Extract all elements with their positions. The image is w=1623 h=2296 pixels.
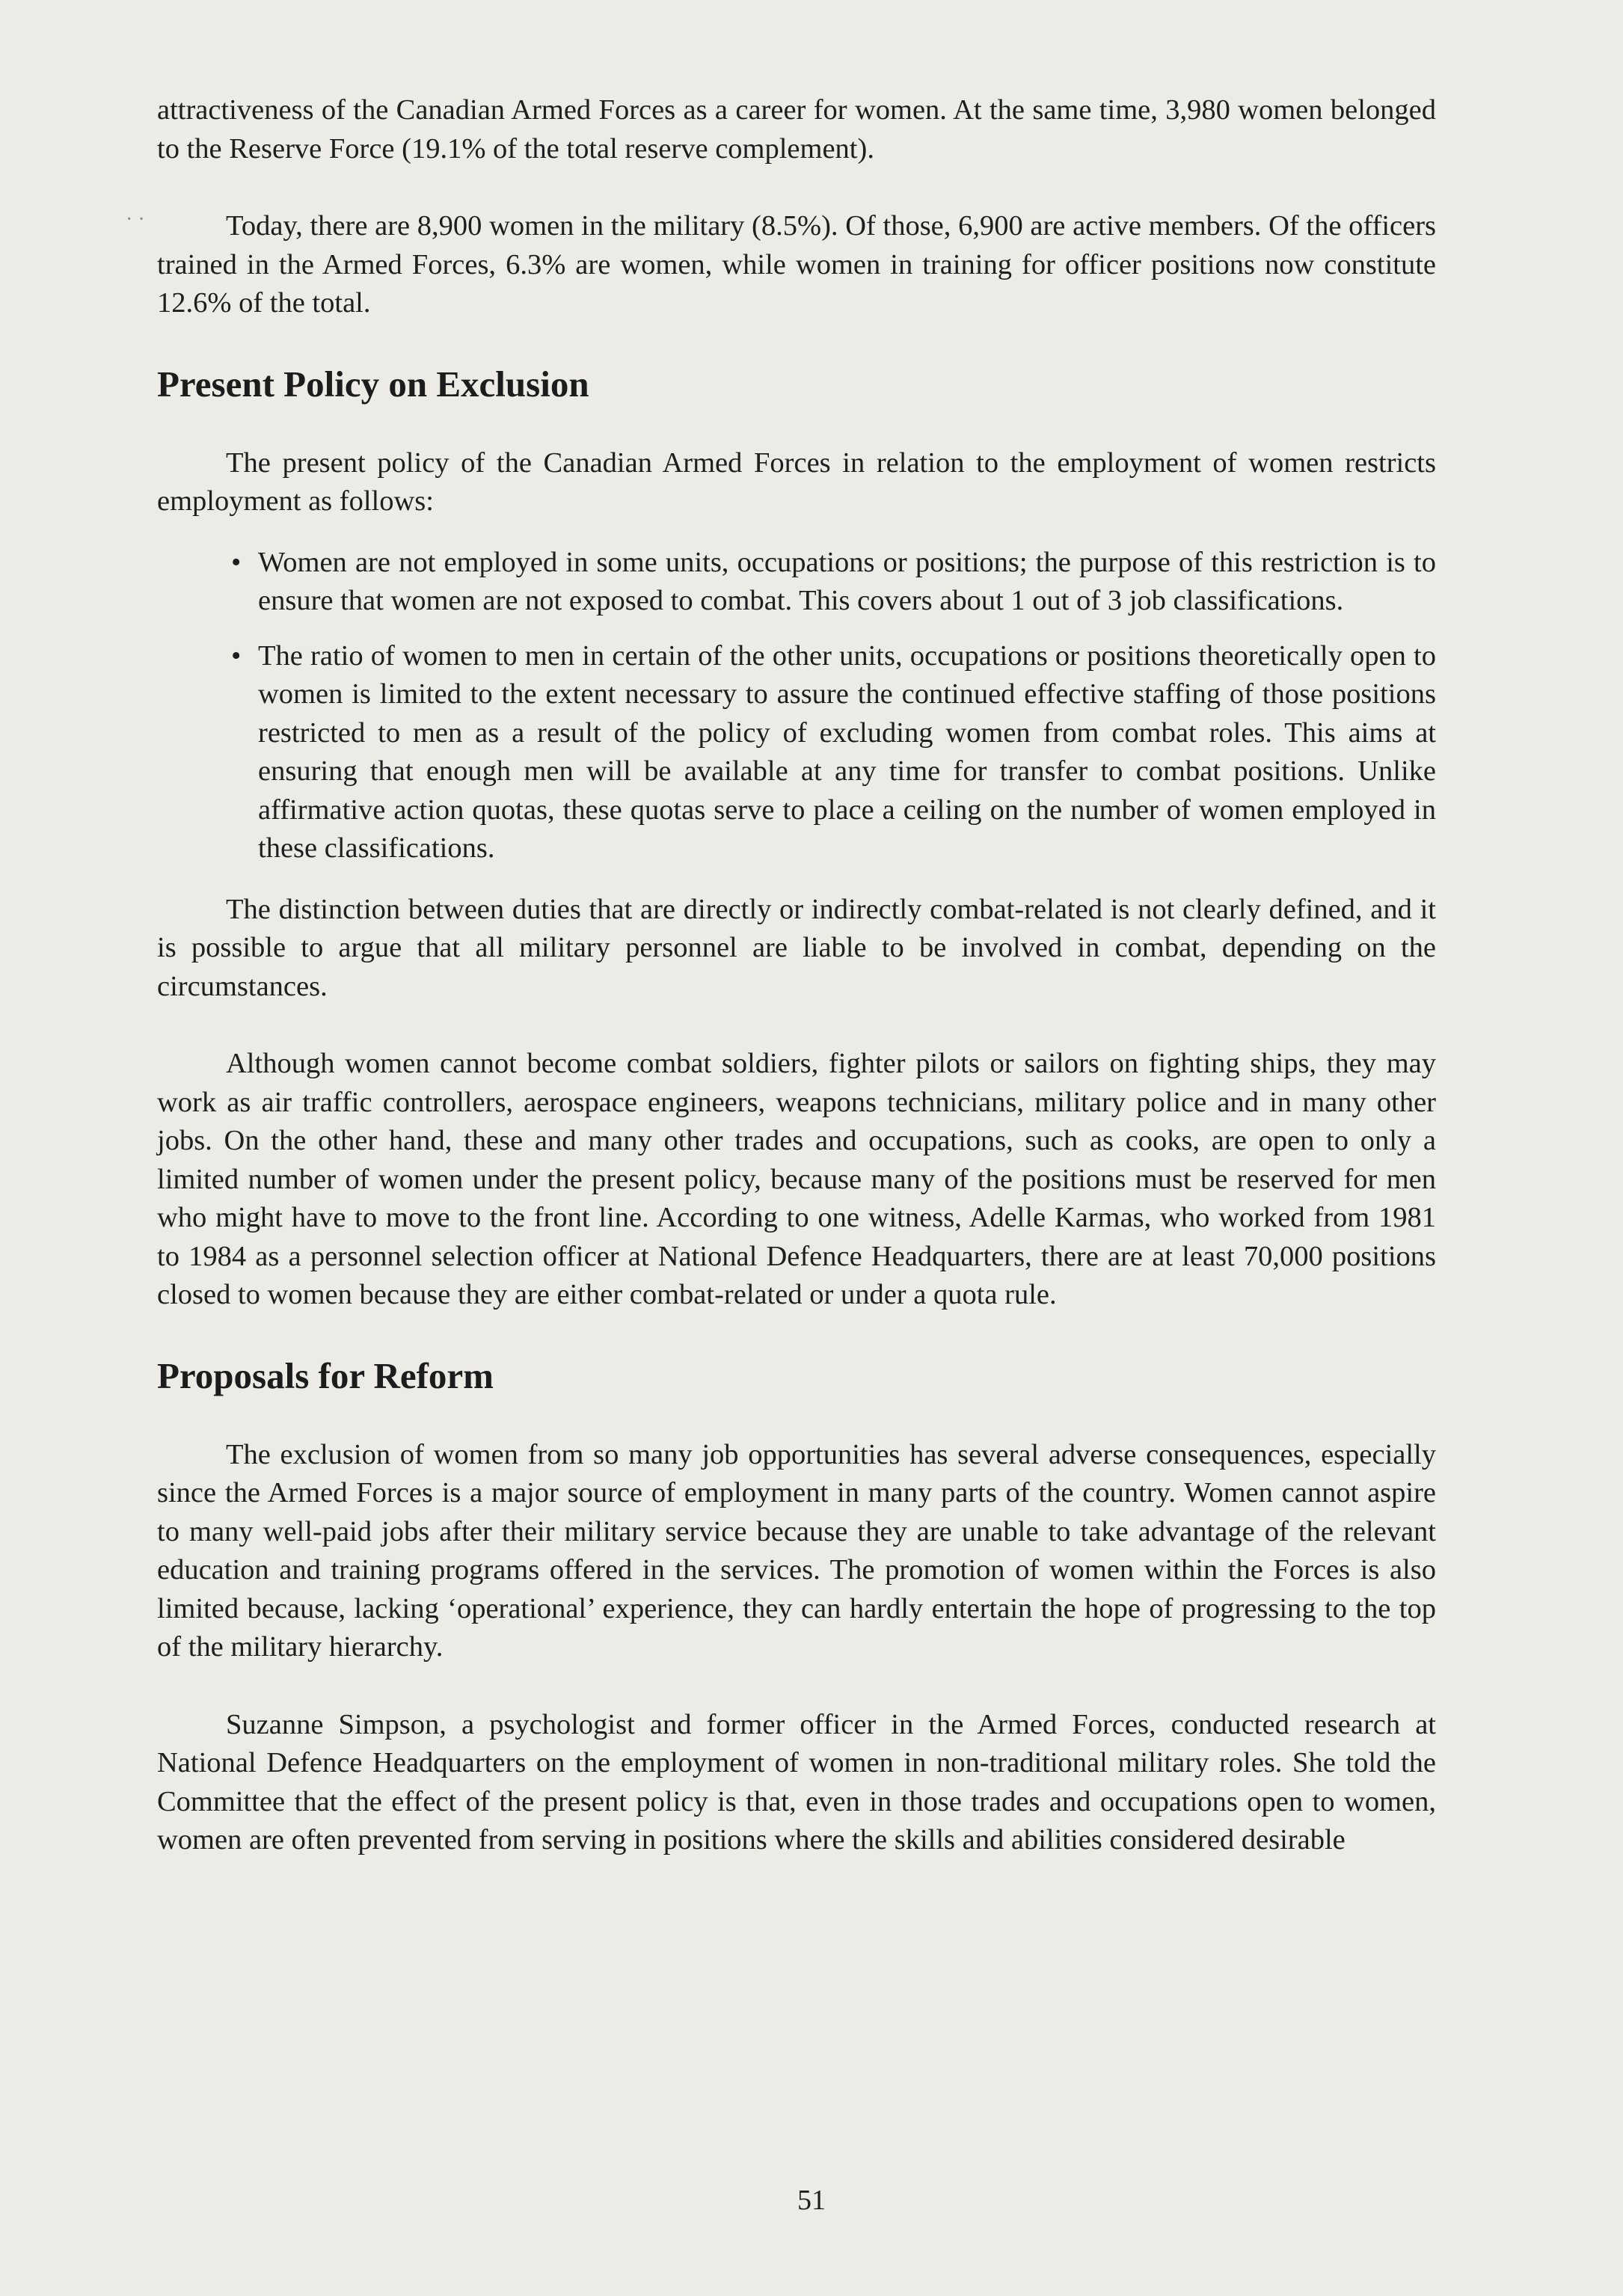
exclusion-paragraph-2: The distinction between duties that are directly or indirectly combat-related is not clearly defined, and it is possible to argue that all military personnel are liable to be involved in combat, depending on the circumstances. [157,893,1436,1002]
heading-proposals-reform: Proposals for Reform [157,1354,494,1396]
heading-present-policy: Present Policy on Exclusion [157,363,589,405]
bullet-icon: • [231,639,242,672]
bullet-item-2 [231,637,1436,868]
page-number: 51 [797,2185,826,2216]
margin-mark: · · [126,208,145,231]
reform-paragraph-1: The exclusion of women from so many job opportunities has several adverse consequences, especially since the Armed Forces is a major source of employment in many parts of the country. Women cannot aspire to many well-paid jobs after their military service because they are unable to take advantage of the relevant education and training programs offered in the services. The promotion of women within the Forces is also limited because, lacking ‘operational’ experience, they can hardly entertain the hope of progressing to the top of the military hierarchy. [157,1438,1436,1663]
bullet-text: Women are not employed in some units, occupations or positions; the purpose of this restriction is to ensure that women are not exposed to combat. This covers about 1 out of 3 job classifications. [258,546,1436,616]
bullet-icon: • [231,546,242,578]
page-body [157,91,1436,1899]
bullet-item-1 [231,544,1436,621]
intro-paragraph-1: attractiveness of the Canadian Armed Forces as a career for women. At the same time, 3,980 women belonged to the Reserve Force (19.1% of the total reserve complement). [157,94,1436,165]
exclusion-bullet-list [157,544,1436,868]
exclusion-paragraph-1: The present policy of the Canadian Armed Forces in relation to the employment of women restricts employment as follows: [157,446,1436,517]
intro-paragraph-2: Today, there are 8,900 women in the military (8.5%). Of those, 6,900 are active members. Of the officers trained in the Armed Forces, 6.3% are women, while women in training for officer positions now constitute 12.6% of the total. [157,210,1436,319]
reform-paragraph-2: Suzanne Simpson, a psychologist and former officer in the Armed Forces, conducted research at National Defence Headquarters on the employment of women in non-traditional military roles. She told the Committee that the effect of the present policy is that, even in those trades and occupations open to women, women are often prevented from serving in positions where the skills and abilities considered desirable [157,1708,1436,1855]
bullet-text: The ratio of women to men in certain of the other units, occupations or positions theoretically open to women is limited to the extent necessary to assure the continued effective staffing of those positions restricted to men as a result of the policy of excluding women from combat roles. This aims at ensuring that enough men will be available at any time for transfer to combat positions. Unlike affirmative action quotas, these quotas serve to place a ceiling on the number of women employed in these classifications. [258,639,1436,864]
exclusion-paragraph-3: Although women cannot become combat soldiers, fighter pilots or sailors on fighting ships, they may work as air traffic controllers, aerospace engineers, weapons technicians, military police and in many other jobs. On the other hand, these and many other trades and occupations, such as cooks, are open to only a limited number of women under the present policy, because many of the positions must be reserved for men who might have to move to the front line. According to one witness, Adelle Karmas, who worked from 1981 to 1984 as a personnel selection officer at National Defence Headquarters, there are at least 70,000 positions closed to women because they are either combat-related or under a quota rule. [157,1048,1436,1310]
